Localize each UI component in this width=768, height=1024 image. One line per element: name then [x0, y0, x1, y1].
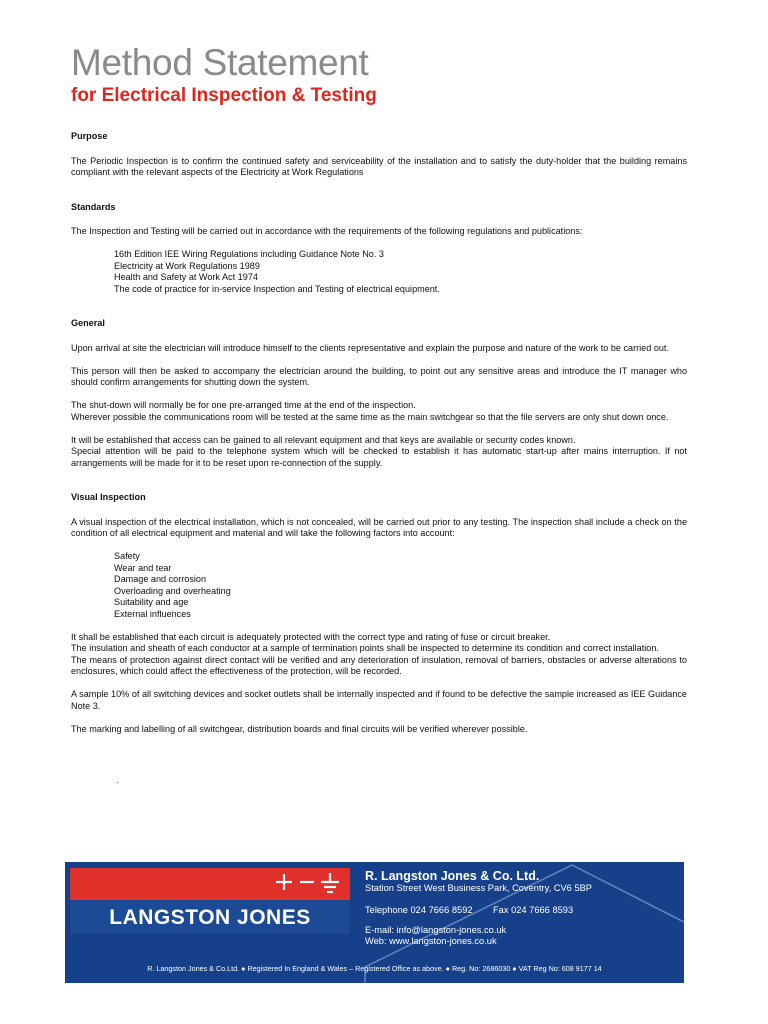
paragraph: Upon arrival at site the electrician will introduce himself to the clients representative and explain the purpose and nature of the work to be carried out. — [71, 342, 669, 353]
company-name: R. Langston Jones & Co. Ltd. — [365, 869, 540, 883]
sentence: The insulation and sheath of each conductor at a sample of termination points shall be inspected to determine its condition and correct installation. — [71, 643, 659, 653]
list-item: The code of practice for in-service Inspection and Testing of electrical equipment. — [114, 283, 440, 294]
factors-list — [71, 551, 687, 620]
company-logo — [69, 867, 351, 935]
sentence: It will be established that access can be gained to all relevant equipment and that keys are available or security codes known. — [71, 434, 576, 445]
paragraph: The Periodic Inspection is to confirm the continued safety and serviceability of the installation and to satisfy the duty-holder that the building remains compliant with the relevant aspects of the Electricity at Work Regulations — [71, 155, 687, 177]
list-item: Wear and tear — [114, 562, 172, 573]
plus-minus-earth-icon — [274, 870, 344, 898]
paragraph: This person will then be asked to accompany the electrician around the building, to point out any sensitive areas and introduce the IT manager who should confirm arrangements for shutting down the system. — [71, 365, 687, 387]
list-item: Electricity at Work Regulations 1989 — [114, 260, 260, 271]
document-title: Method Statement — [71, 42, 369, 83]
registration-line: R. Langston Jones & Co.Ltd. ● Registered In England & Wales – Registered Office as above. ● Reg. No: 2686030 ● VAT Reg No: 608 9177 14 — [147, 964, 602, 973]
company-footer — [65, 862, 684, 983]
company-web: Web: www.langston-jones.co.uk — [365, 936, 497, 946]
document-body — [71, 131, 687, 747]
list-item: Suitability and age — [114, 597, 189, 607]
section-general — [71, 318, 687, 469]
list-item: Overloading and overheating — [114, 585, 231, 596]
company-phone: Telephone 024 7666 8592 — [365, 905, 473, 915]
list-item: Health and Safety at Work Act 1974 — [114, 272, 258, 282]
logo-name: LANGSTON JONES — [109, 906, 311, 929]
list-item: External influences — [114, 608, 191, 619]
company-email: E-mail: info@langston-jones.co.uk — [365, 925, 507, 935]
list-item: Safety — [114, 551, 140, 561]
sentence: Wherever possible the communications room will be tested at the same time as the main switchgear so that the file servers are only shut down once. — [71, 411, 669, 422]
sentence: The means of protection against direct contact will be verified and any deterioration of insulation, removal of barriers, obstacles or adverse alterations to enclosures, which could affect the effectiveness of the protection, will be recorded. — [71, 654, 687, 676]
list-item: 16th Edition IEE Wiring Regulations including Guidance Note No. 3 — [114, 249, 384, 259]
company-fax: Fax 024 7666 8593 — [493, 905, 574, 915]
standards-list — [71, 249, 687, 295]
company-address: Station Street West Business Park, Coventry, CV6 5BP — [365, 883, 593, 893]
list-item: Damage and corrosion — [114, 574, 206, 584]
section-heading: Visual Inspection — [71, 492, 146, 502]
stray-mark: . — [116, 775, 119, 785]
sentence: Special attention will be paid to the telephone system which will be checked to establish it has automatic start-up after mains interruption. If not arrangements will be made for it to be reset upon re-connection of the supply. — [71, 446, 687, 468]
paragraph — [71, 632, 687, 678]
section-heading: Standards — [71, 201, 116, 212]
paragraph: The Inspection and Testing will be carried out in accordance with the requirements of the following regulations and publications: — [71, 226, 583, 236]
section-visual-inspection — [71, 492, 687, 735]
section-purpose — [71, 131, 687, 179]
section-heading: General — [71, 318, 105, 328]
sentence: It shall be established that each circuit is adequately protected with the correct type and rating of fuse or circuit breaker. — [71, 631, 551, 642]
section-heading: Purpose — [71, 131, 108, 141]
paragraph: A visual inspection of the electrical installation, which is not concealed, will be carried out prior to any testing. The inspection shall include a check on the condition of all electrical equipment and material and will take the following factors into account: — [71, 516, 687, 538]
section-standards — [71, 202, 687, 296]
sentence: The shut-down will normally be for one pre-arranged time at the end of the inspection. — [71, 400, 416, 410]
paragraph — [71, 400, 687, 423]
paragraph: A sample 10% of all switching devices and socket outlets shall be internally inspected and if found to be defective the sample increased as IEE Guidance Note 3. — [71, 689, 687, 711]
paragraph: The marking and labelling of all switchgear, distribution boards and final circuits will be verified wherever possible. — [71, 723, 528, 734]
paragraph — [71, 435, 687, 470]
document-subtitle: for Electrical Inspection & Testing — [71, 85, 377, 106]
